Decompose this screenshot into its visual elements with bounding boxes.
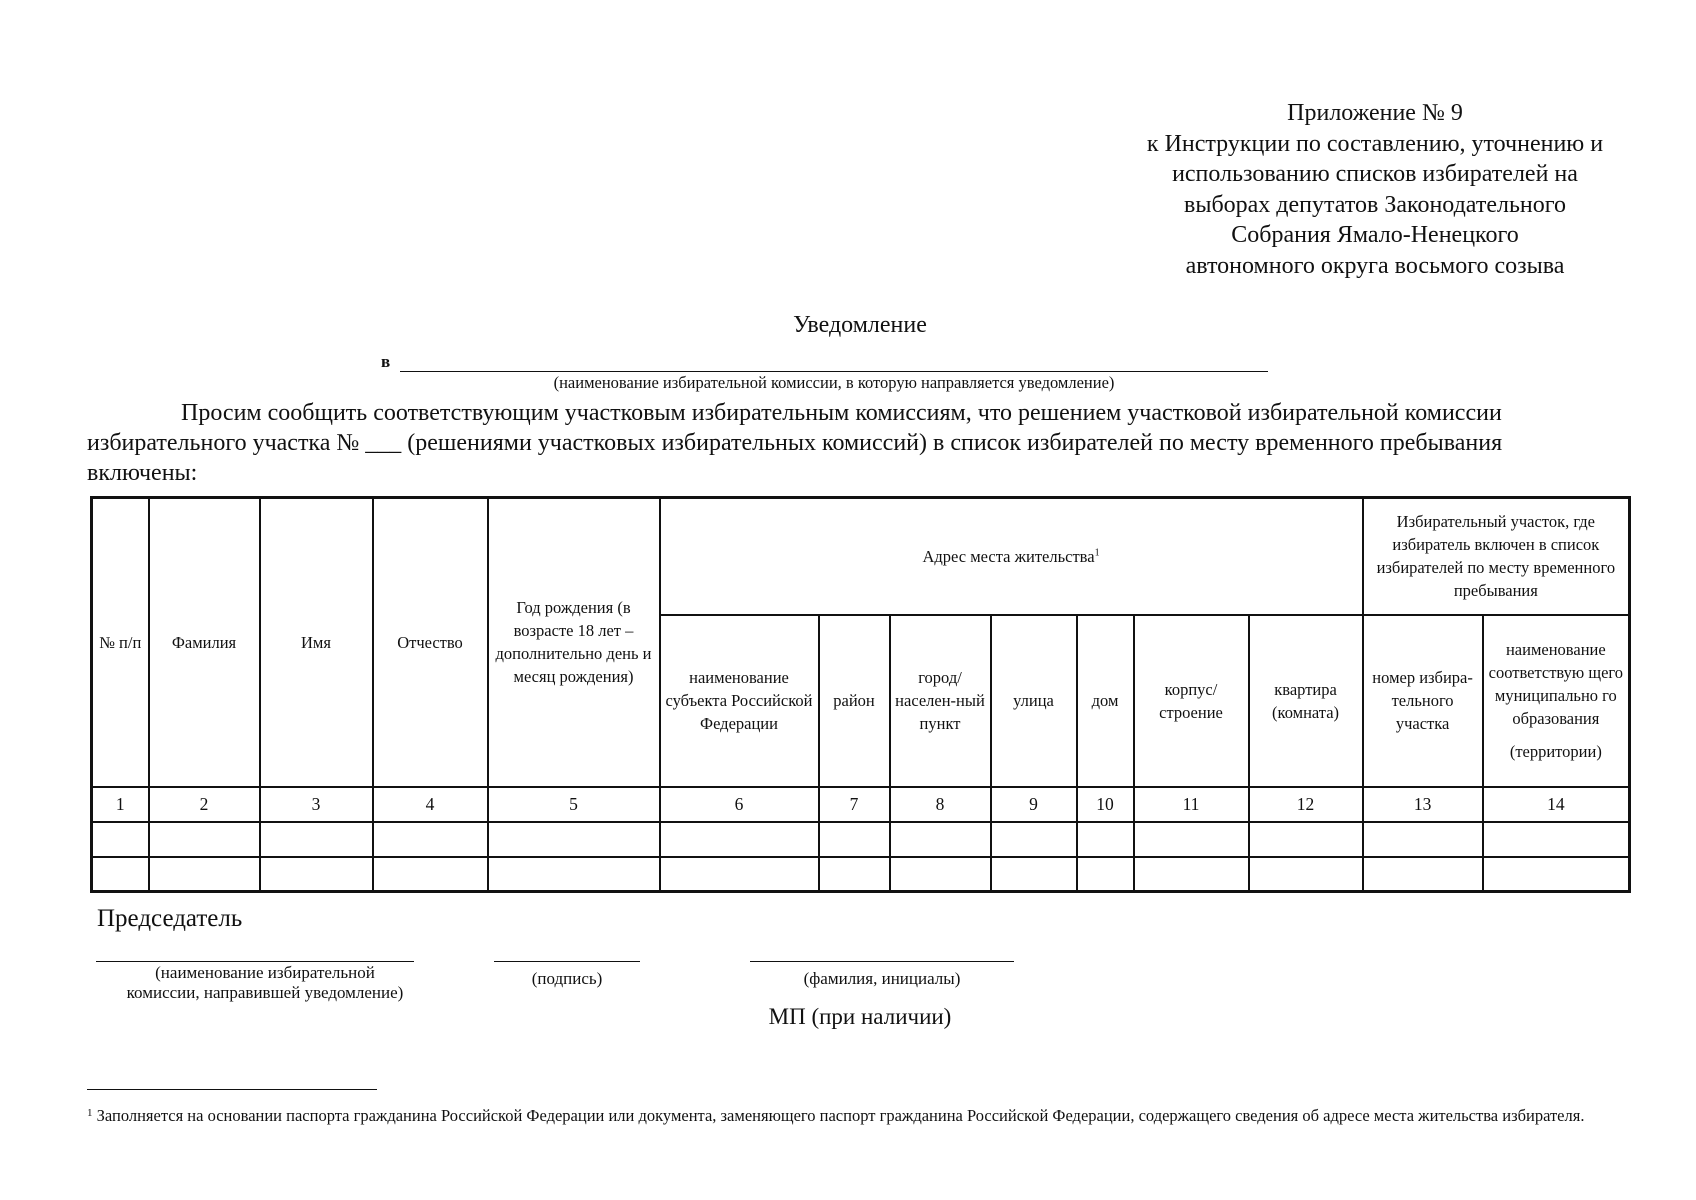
- document-title: Уведомление: [793, 312, 927, 338]
- intro-paragraph: [87, 398, 1632, 488]
- empty-cell[interactable]: [373, 822, 488, 857]
- empty-cell[interactable]: [1363, 822, 1483, 857]
- empty-cell[interactable]: [92, 822, 149, 857]
- name-fill-line[interactable]: [750, 961, 1014, 962]
- header-cell: Имя: [260, 498, 373, 787]
- appendix-line: к Инструкции по составлению, уточнению и: [1146, 130, 1604, 157]
- stamp-placeholder: МП (при наличии): [768, 1004, 952, 1029]
- appendix-header: [1080, 98, 1670, 281]
- empty-cell[interactable]: [260, 822, 373, 857]
- header-cell: дом: [1077, 615, 1134, 787]
- commission-fill-line[interactable]: [96, 961, 414, 962]
- column-number: 5: [488, 787, 660, 822]
- empty-cell[interactable]: [1134, 822, 1249, 857]
- empty-cell[interactable]: [488, 857, 660, 892]
- header-group-precinct: Избирательный участок, где избиратель включен в список избирателей по месту временного пребывания: [1363, 498, 1630, 615]
- header-cell-label: наименование соответствую щего муниципально го образования: [1488, 640, 1624, 728]
- signature-fill-line[interactable]: [494, 961, 640, 962]
- empty-cell[interactable]: [92, 857, 149, 892]
- header-group-label: Адрес места жительства: [922, 546, 1095, 566]
- empty-cell[interactable]: [890, 822, 991, 857]
- empty-cell[interactable]: [991, 857, 1077, 892]
- column-number: 8: [890, 787, 991, 822]
- empty-cell[interactable]: [991, 822, 1077, 857]
- header-cell: Фамилия: [149, 498, 260, 787]
- empty-cell[interactable]: [819, 822, 890, 857]
- empty-cell[interactable]: [1249, 822, 1363, 857]
- column-number: 1: [92, 787, 149, 822]
- voters-table: [90, 496, 1631, 893]
- empty-cell[interactable]: [149, 822, 260, 857]
- column-number: 7: [819, 787, 890, 822]
- appendix-line: Собрания Ямало-Ненецкого: [1231, 222, 1519, 248]
- signature-caption: (подпись): [531, 969, 603, 988]
- empty-cell[interactable]: [1249, 857, 1363, 892]
- table-row: [92, 857, 1630, 892]
- header-cell: район: [819, 615, 890, 787]
- column-number: 11: [1134, 787, 1249, 822]
- footnote-text: Заполняется на основании паспорта гражданина Российской Федерации или документа, заменяющего паспорт гражданина Российской Федерации, содержащего сведения об адресе места жительства избирателя.: [96, 1106, 1585, 1125]
- intro-line: Просим сообщить соответствующим участковым избирательным комиссиям, что решением участковой избирательной комиссии: [181, 400, 1502, 426]
- header-cell-note: (территории): [1509, 742, 1602, 761]
- column-number: 10: [1077, 787, 1134, 822]
- intro-line: избирательного участка № ___ (решениями участковых избирательных комиссий) в список избирателей по месту временного пребывания: [87, 430, 1503, 456]
- header-cell: квартира (комната): [1249, 615, 1363, 787]
- intro-line: включены:: [87, 460, 198, 486]
- empty-cell[interactable]: [1134, 857, 1249, 892]
- name-caption: (фамилия, инициалы): [803, 969, 961, 988]
- header-cell: улица: [991, 615, 1077, 787]
- footnote-mark: 1: [1094, 547, 1100, 559]
- appendix-line: автономного округа восьмого созыва: [1185, 252, 1565, 279]
- column-number: 14: [1483, 787, 1630, 822]
- empty-cell[interactable]: [373, 857, 488, 892]
- appendix-line: Приложение № 9: [1287, 100, 1463, 126]
- recipient-prefix: в: [381, 352, 391, 371]
- recipient-fill-line[interactable]: [400, 371, 1268, 372]
- header-cell: корпус/ строение: [1134, 615, 1249, 787]
- column-number: 9: [991, 787, 1077, 822]
- column-number: 6: [660, 787, 819, 822]
- empty-cell[interactable]: [660, 822, 819, 857]
- appendix-line: выборах депутатов Законодательного: [1183, 191, 1566, 218]
- empty-cell[interactable]: [660, 857, 819, 892]
- column-number: 13: [1363, 787, 1483, 822]
- header-cell: город/ населен-ный пункт: [890, 615, 991, 787]
- appendix-line: использованию списков избирателей на: [1172, 161, 1578, 187]
- recipient-caption: (наименование избирательной комиссии, в которую направляется уведомление): [553, 373, 1115, 392]
- column-number: 2: [149, 787, 260, 822]
- empty-cell[interactable]: [1483, 822, 1630, 857]
- table-row: [92, 822, 1630, 857]
- footnote-divider: [87, 1089, 377, 1090]
- header-cell: Отчество: [373, 498, 488, 787]
- empty-cell[interactable]: [819, 857, 890, 892]
- empty-cell[interactable]: [1483, 857, 1630, 892]
- commission-caption: [96, 963, 434, 1003]
- column-number: 12: [1249, 787, 1363, 822]
- empty-cell[interactable]: [260, 857, 373, 892]
- empty-cell[interactable]: [149, 857, 260, 892]
- column-number: 3: [260, 787, 373, 822]
- empty-cell[interactable]: [488, 822, 660, 857]
- empty-cell[interactable]: [1363, 857, 1483, 892]
- empty-cell[interactable]: [1077, 822, 1134, 857]
- footnote: [87, 1103, 1632, 1128]
- header-cell: Год рождения (в возрасте 18 лет – дополнительно день и месяц рождения): [488, 498, 660, 787]
- caption-line: (наименование избирательной: [155, 963, 375, 982]
- header-cell: номер избира-тельного участка: [1363, 615, 1483, 787]
- header-cell: № п/п: [92, 498, 149, 787]
- caption-line: комиссии, направившей уведомление): [126, 983, 404, 1002]
- footnote-mark: 1: [87, 1107, 93, 1119]
- header-group-address: [660, 498, 1363, 615]
- chairman-label: Председатель: [97, 905, 243, 932]
- column-number: 4: [373, 787, 488, 822]
- empty-cell[interactable]: [890, 857, 991, 892]
- empty-cell[interactable]: [1077, 857, 1134, 892]
- header-cell: наименование субъекта Российской Федерации: [660, 615, 819, 787]
- header-cell: [1483, 615, 1630, 787]
